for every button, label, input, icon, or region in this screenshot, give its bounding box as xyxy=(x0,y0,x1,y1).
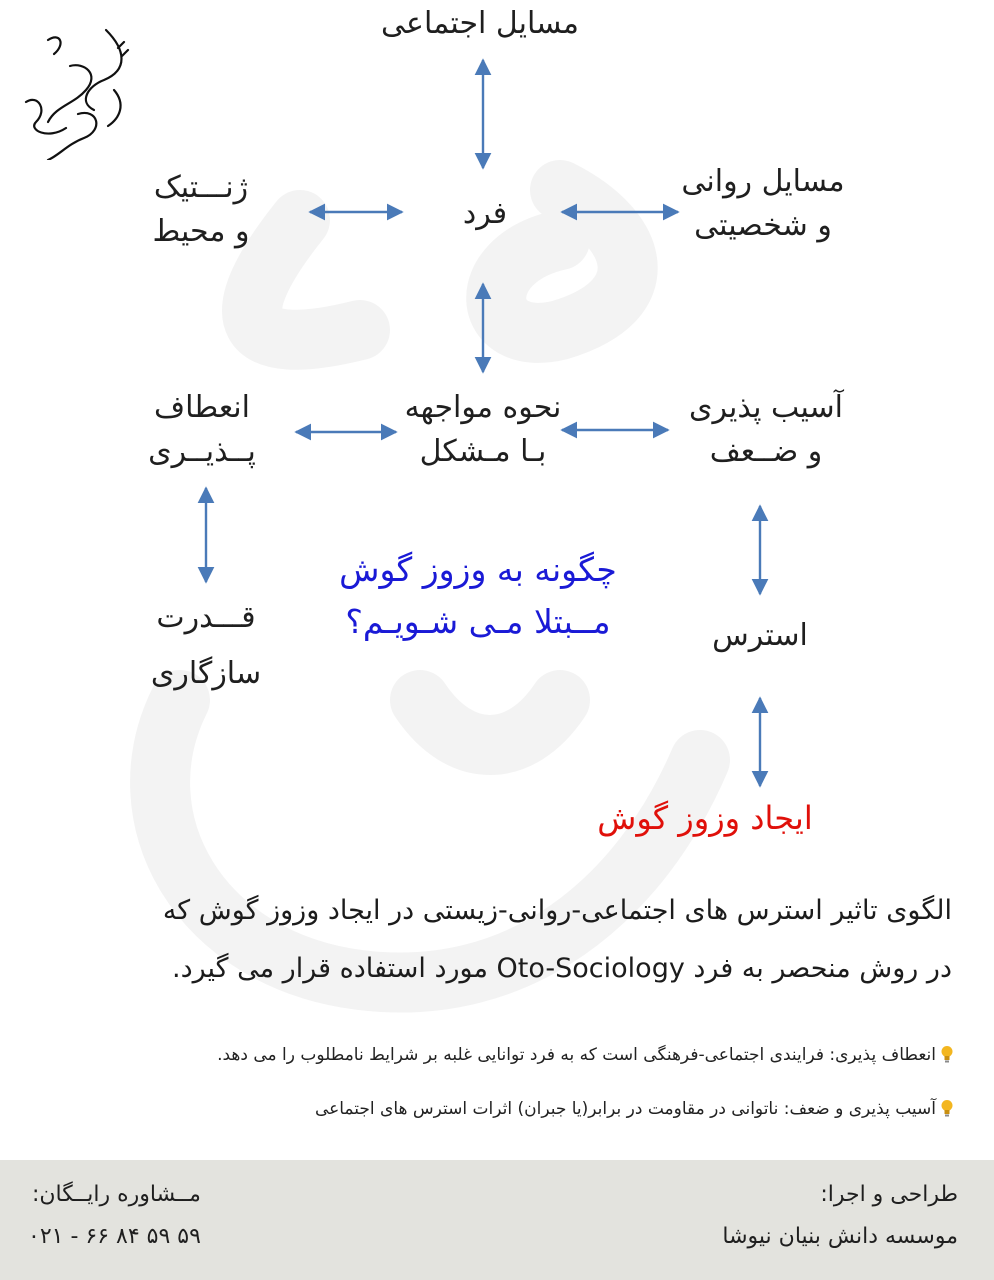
node-adaptability: قـــدرت سازگاری xyxy=(150,600,262,691)
diagram-question: چگونه به وزوز گوش مــبتلا مـی شـویـم؟ xyxy=(339,550,617,641)
node-vulnerability: آسیب پذیری و ضــعف xyxy=(689,390,843,469)
node-individual: فرد xyxy=(462,196,508,231)
node-social-issues: مسایل اجتماعی xyxy=(381,6,579,41)
node-genetics-environment: ژنـــتیک و محیط xyxy=(152,170,250,249)
node-psych-personality: مسایل روانی و شخصیتی xyxy=(681,164,845,243)
node-coping: نحوه مواجهه بـا مـشکل xyxy=(404,390,562,469)
lightbulb-icon xyxy=(940,1045,954,1063)
node-flexibility: انعطاف پــذیــری xyxy=(148,390,256,469)
note-vulnerability: آسیب پذیری و ضعف: ناتوانی در مقاومت در برابر(یا جبران) اثرات استرس های اجتماعی xyxy=(14,1096,954,1122)
node-stress: استرس xyxy=(712,618,808,653)
lightbulb-icon xyxy=(940,1099,954,1117)
footer-bar xyxy=(0,1160,994,1280)
node-tinnitus-result: ایجاد وزوز گوش xyxy=(597,799,813,837)
diagram-caption: الگوی تاثیر استرس های اجتماعی-روانی-زیستی در ایجاد وزوز گوش که در روش منحصر به فرد Oto-Sociology مورد استفاده قرار می گیرد. xyxy=(162,895,952,984)
footer-consult: مــشاوره رایــگان: ۰۲۱ - ۶۶ ۸۴ ۵۹ ۵۹ xyxy=(28,1174,201,1258)
footer-design: طراحی و اجرا: موسسه دانش بنیان نیوشا xyxy=(722,1182,958,1249)
consult-phone[interactable]: ۰۲۱ - ۶۶ ۸۴ ۵۹ ۵۹ xyxy=(28,1224,201,1249)
handwritten-signature xyxy=(8,10,148,160)
note-flexibility: انعطاف پذیری: فرایندی اجتماعی-فرهنگی است که به فرد توانایی غلبه بر شرایط نامطلوب را می دهد. xyxy=(14,1042,954,1068)
